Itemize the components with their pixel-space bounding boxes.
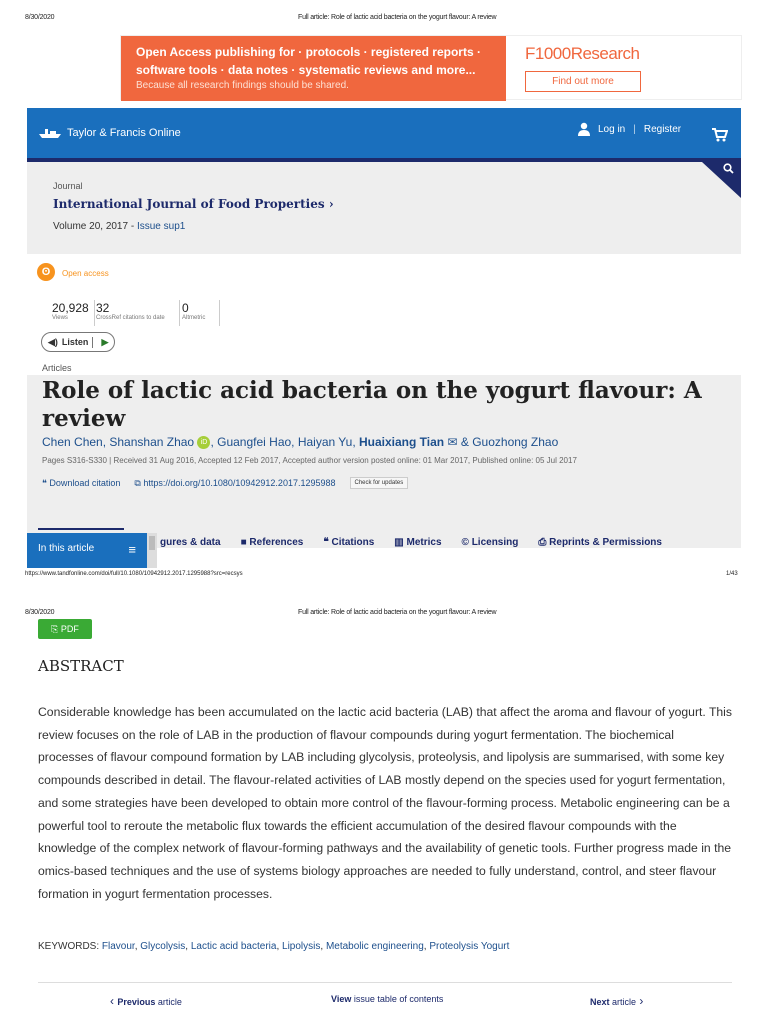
ad-line-2: software tools · data notes · systematic reviews and more...	[136, 63, 476, 77]
print-icon: ⎙	[538, 537, 550, 548]
metric-citations-label: CrossRef citations to date	[96, 315, 165, 321]
bar-chart-icon: ▥	[394, 537, 407, 548]
ad-promo	[121, 36, 506, 101]
article-title: Role of lactic acid bacteria on the yogurt flavour: A review	[42, 377, 702, 432]
register-link[interactable]: Register	[643, 123, 682, 135]
find-out-more-button[interactable]: Find out more	[525, 71, 641, 92]
in-this-article-toggle[interactable]	[27, 533, 147, 568]
abstract-text: Considerable knowledge has been accumulated on the lactic acid bacteria (LAB) that affect the aroma and flavour of yogurt. This review focuses on the role of LAB in the production of flavour compounds during yogurt fermentation. The biochemical processes of flavour compound formation by LAB including glycolysis, proteolysis, and lipolysis are summarised, with some key compounds described in detail. The flavour-related activities of LAB mostly depend on the species used for yogurt fermentation, and some strategies have been developed to obtain more control of the flavour-forming process. Metabolic engineering can be a powerful tool to reroute the metabolic flux towards the efficient accumulation of the desired flavour compounds with the knowledge of the complex network of flavour-forming pathways and the availability of genetic tools. Further progress made in the omics-based techniques and the use of systems biology approaches are needed to fully understand, control, and steer flavour formation in yogurt fermentation processes.	[38, 705, 732, 901]
tab-citations[interactable]	[323, 537, 374, 548]
print-doc-title: Full article: Role of lactic acid bacteria on the yogurt flavour: A review	[298, 609, 497, 616]
open-access-icon: ʘ	[37, 263, 55, 281]
print-date: 8/30/2020	[25, 609, 55, 616]
journal-label: Journal	[53, 181, 83, 191]
play-icon[interactable]: ▶	[92, 337, 108, 348]
pdf-label: PDF	[60, 624, 79, 634]
publication-history: Pages S316-S330 | Received 31 Aug 2016, Accepted 12 Feb 2017, Accepted author version posted online: 01 Mar 2017, Published online: 05 Jul 2017	[42, 456, 577, 465]
ship-icon	[37, 126, 63, 140]
print-url: https://www.tandfonline.com/doi/full/10.1080/10942912.2017.1295988?src=recsys	[25, 571, 243, 577]
speaker-icon: ◀)	[48, 336, 58, 347]
next-article-link[interactable]	[590, 994, 643, 1008]
metric-views-value: 20,928	[52, 301, 89, 315]
volume-info	[53, 221, 185, 232]
metric-divider	[179, 300, 180, 326]
open-access-label: Open access	[62, 269, 109, 278]
corresponding-author[interactable]: Huaixiang Tian	[359, 435, 445, 449]
download-citation-link[interactable]	[42, 478, 120, 489]
ad-brand-logo: F1000Research	[525, 44, 640, 63]
user-icon	[578, 122, 590, 136]
ad-subline: Because all research findings should be shared.	[136, 80, 349, 91]
link-icon: ⧉	[134, 477, 144, 488]
active-tab-indicator	[38, 528, 124, 530]
metric-altmetric-label: Altmetric	[182, 315, 206, 321]
keyword-link[interactable]: Lactic acid bacteria	[190, 941, 277, 952]
ad-banner[interactable]	[120, 35, 742, 100]
print-doc-title: Full article: Role of lactic acid bacteria on the yogurt flavour: A review	[298, 14, 497, 21]
search-icon[interactable]	[723, 163, 734, 174]
keyword-link[interactable]: Metabolic engineering	[325, 941, 424, 952]
citation-links	[42, 477, 408, 489]
volume-text: Volume 20, 2017 -	[53, 221, 137, 232]
metric-views-label: Views	[52, 315, 68, 321]
previous-label: Previous	[117, 997, 156, 1007]
book-icon: ■	[240, 537, 250, 548]
issue-toc-link[interactable]	[331, 994, 443, 1004]
listen-label: Listen	[61, 337, 89, 347]
tab-references-label: References	[249, 537, 304, 548]
article-tabs	[160, 537, 662, 548]
tandf-logo[interactable]	[37, 126, 181, 140]
keyword-link[interactable]: Flavour	[101, 941, 135, 952]
tab-licensing-label: Licensing	[471, 537, 519, 548]
metric-divider	[94, 300, 95, 326]
abstract-heading: ABSTRACT	[38, 657, 124, 675]
tab-metrics[interactable]	[394, 537, 441, 548]
previous-article-link[interactable]	[110, 994, 182, 1008]
quote-icon: ❝	[42, 477, 50, 488]
keywords: KEYWORDS: Flavour, Glycolysis, Lactic acid bacteria, Lipolysis, Metabolic engineering, Proteolysis Yogurt	[38, 941, 510, 952]
print-date: 8/30/2020	[25, 14, 55, 21]
journal-name-link[interactable]	[53, 197, 334, 211]
print-page-number: 1/43	[726, 571, 738, 577]
in-this-article-label: In this article	[38, 543, 95, 554]
keyword-link[interactable]: Proteolysis Yogurt	[429, 941, 510, 952]
authors-part-3[interactable]: & Guozhong Zhao	[457, 435, 559, 449]
next-rest: article	[609, 997, 637, 1007]
metric-altmetric-value: 0	[182, 301, 189, 315]
tab-citations-label: Citations	[331, 537, 375, 548]
metric-views	[52, 301, 89, 321]
doi-link[interactable]	[134, 478, 335, 489]
metric-altmetric[interactable]	[182, 301, 205, 321]
orcid-icon[interactable]: iD	[197, 436, 210, 449]
divider	[38, 982, 732, 983]
issue-link[interactable]: Issue sup1	[136, 221, 186, 232]
pdf-button[interactable]	[38, 619, 92, 639]
view-rest: issue table of contents	[351, 994, 444, 1004]
authors-part-1[interactable]: Chen Chen, Shanshan Zhao	[42, 435, 195, 449]
chevron-left-icon: ‹	[110, 994, 118, 1008]
metric-citations-value: 32	[96, 301, 110, 315]
author-list	[42, 435, 558, 449]
previous-rest: article	[155, 997, 182, 1007]
keyword-link[interactable]: Lipolysis	[282, 941, 321, 952]
login-link[interactable]: Log in	[598, 123, 626, 135]
tab-references[interactable]	[241, 537, 304, 548]
tab-licensing[interactable]	[462, 537, 519, 548]
next-label: Next	[590, 997, 610, 1007]
check-updates-button[interactable]: Check for updates	[350, 477, 409, 489]
nav-separator: |	[633, 123, 636, 135]
pdf-icon: ⎘	[51, 624, 61, 634]
chevron-right-icon: ›	[328, 197, 334, 211]
authors-part-2[interactable]: , Guangfei Hao, Haiyan Yu,	[210, 435, 359, 449]
quote-icon: ❝	[323, 537, 332, 548]
metric-divider	[219, 300, 220, 326]
metric-citations[interactable]	[96, 301, 165, 321]
logo-text: Taylor & Francis Online	[67, 127, 181, 139]
journal-name: International Journal of Food Properties	[53, 197, 325, 211]
cart-icon[interactable]	[712, 128, 728, 142]
keyword-link[interactable]: Glycolysis	[140, 941, 186, 952]
account-links	[578, 122, 681, 136]
tab-metrics-label: Metrics	[406, 537, 442, 548]
tab-figures[interactable]: gures & data	[160, 537, 221, 548]
tab-reprints[interactable]	[538, 537, 662, 548]
chevron-right-icon: ›	[636, 994, 644, 1008]
doi-label: https://doi.org/10.1080/10942912.2017.1295988	[143, 477, 336, 488]
envelope-icon[interactable]: ✉	[447, 435, 458, 449]
view-label: View	[331, 994, 352, 1004]
search-corner[interactable]	[702, 162, 741, 198]
copyright-icon: ©	[461, 537, 472, 548]
listen-button[interactable]	[41, 332, 115, 352]
ad-line-1: Open Access publishing for · protocols · registered reports ·	[136, 45, 481, 59]
section-label: Articles	[42, 363, 72, 373]
keywords-label: KEYWORDS:	[38, 941, 100, 952]
scrollbar-thumb[interactable]	[149, 536, 155, 550]
menu-icon: ≡	[128, 542, 136, 557]
tab-reprints-label: Reprints & Permissions	[549, 537, 662, 548]
download-citation-label: Download citation	[49, 477, 121, 488]
